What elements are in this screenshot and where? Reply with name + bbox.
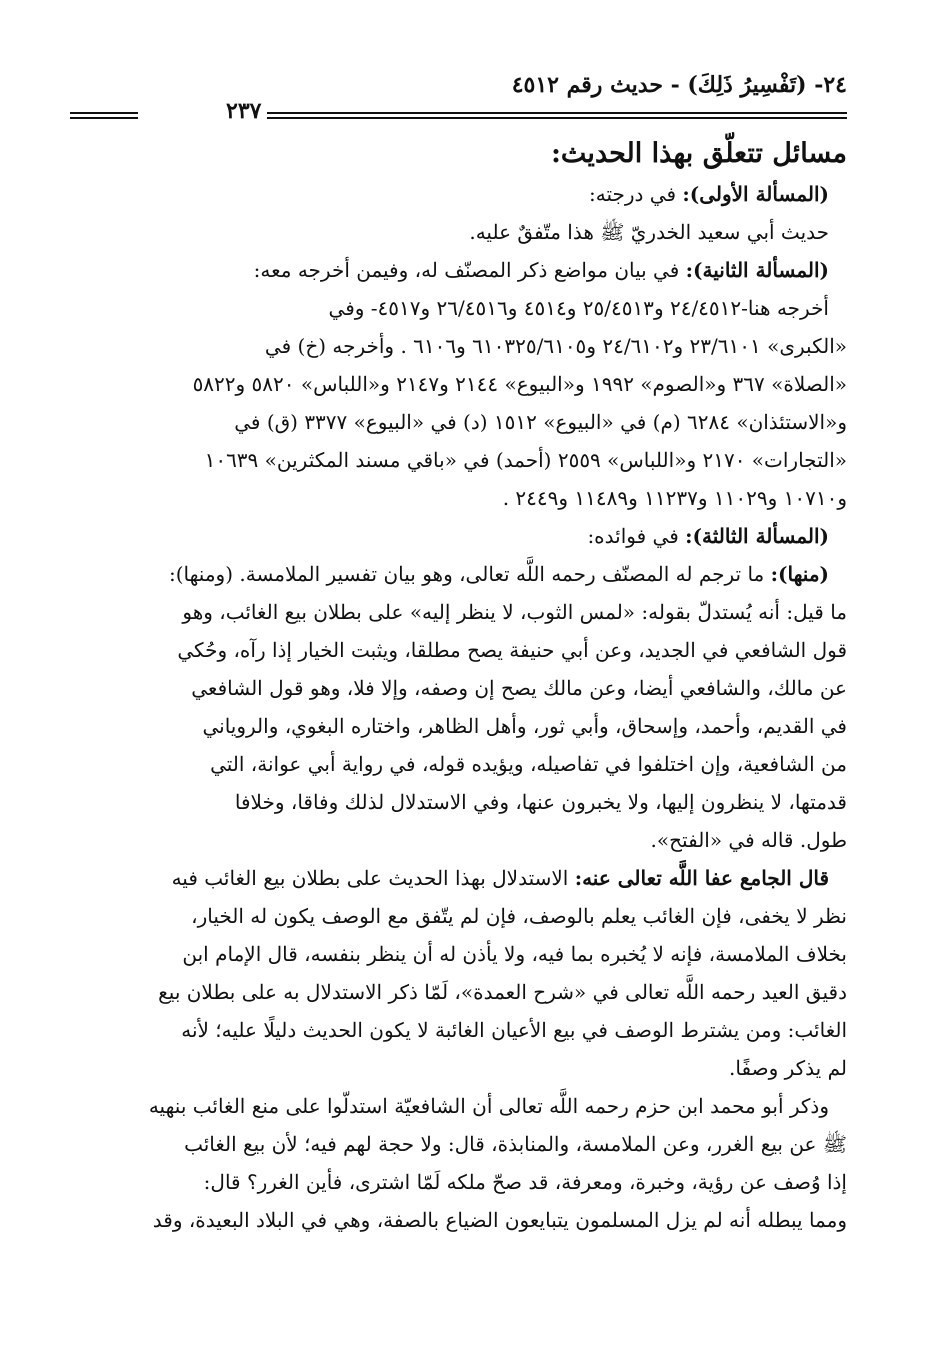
text-line xyxy=(70,935,847,973)
header-title: ٢٤- (تَفْسِيرُ ذَلِكَ) - حديث رقم ٤٥١٢ xyxy=(511,72,847,98)
bold-label: قال الجامع عفا اللَّه تعالى عنه: xyxy=(574,866,829,890)
body-text xyxy=(70,175,847,1239)
text-line xyxy=(70,859,847,897)
text-line xyxy=(70,707,847,745)
header-rule-line-short xyxy=(70,112,138,114)
line-text: عن مالك، والشافعي أيضا، وعن مالك يصح إن وصفه، وإلا فلا، وهو قول الشافعي xyxy=(191,676,847,700)
text-line xyxy=(70,631,847,669)
text-line xyxy=(70,175,847,213)
text-line xyxy=(70,1125,847,1163)
bold-label: (المسألة الأولى): xyxy=(682,182,829,206)
text-line xyxy=(70,973,847,1011)
line-text: أخرجه هنا-٢٤/٤٥١٢ و٢٥/٤٥١٣ و٤٥١٤ و٢٦/٤٥١٦ و٤٥١٧- وفي xyxy=(328,296,829,320)
text-line xyxy=(70,669,847,707)
line-text: «التجارات» ٢١٧٠ و«اللباس» ٢٥٥٩ (أحمد) في «باقي مسند المكثرين» ١٠٦٣٩ xyxy=(204,448,847,472)
text-line xyxy=(70,479,847,517)
line-text: الاستدلال بهذا الحديث على بطلان بيع الغائب فيه xyxy=(171,866,575,890)
text-line xyxy=(70,403,847,441)
text-line xyxy=(70,1049,847,1087)
line-text: دقيق العيد رحمه اللَّه تعالى في «شرح العمدة»، لَمّا ذكر الاستدلال به على بطلان بيع xyxy=(158,980,847,1004)
line-text: في درجته: xyxy=(589,182,683,206)
text-line xyxy=(70,1087,847,1125)
bold-label: (المسألة الثانية): xyxy=(685,258,829,282)
text-line xyxy=(70,1201,847,1239)
text-line xyxy=(70,593,847,631)
line-text: «الصلاة» ٣٦٧ و«الصوم» ١٩٩٢ و«البيوع» ٢١٤٤ و٢١٤٧ و«اللباس» ٥٨٢٠ و٥٨٢٢ xyxy=(192,372,847,396)
text-line xyxy=(70,745,847,783)
line-text: قدمتها، لا ينظرون إليها، ولا يخبرون عنها، وفي الاستدلال لذلك وفاقا، وخلافا xyxy=(234,790,847,814)
section-heading: مسائل تتعلّق بهذا الحديث: xyxy=(550,138,847,169)
line-text: «الكبرى» ٢٣/٦١٠١ و٢٤/٦١٠٢ و٦١٠٣٢٥/٦١٠٥ و٦١٠٦ . وأخرجه (خ) في xyxy=(264,334,847,358)
line-text: لم يذكر وصفًا. xyxy=(729,1056,847,1080)
line-text: من الشافعية، وإن اختلفوا في تفاصيله، ويؤيده قوله، في رواية أبي عوانة، التي xyxy=(210,752,847,776)
text-line xyxy=(70,897,847,935)
text-line xyxy=(70,365,847,403)
line-text: طول. قاله في «الفتح». xyxy=(650,828,847,852)
text-line xyxy=(70,821,847,859)
line-text: قول الشافعي في الجديد، وعن أبي حنيفة يصح مطلقا، ويثبت الخيار إذا رآه، وحُكي xyxy=(177,638,847,662)
line-text: و١٠٧١٠ و١١٠٢٩ و١١٢٣٧ و١١٤٨٩ و٢٤٤٩ . xyxy=(502,486,847,510)
text-line xyxy=(70,289,847,327)
line-text: إذا وُصف عن رؤية، وخبرة، ومعرفة، قد صحّ ملكه لَمّا اشترى، فأين الغرر؟ قال: xyxy=(203,1170,847,1194)
line-text: حديث أبي سعيد الخدريّ ﷺ هذا متّفقٌ عليه. xyxy=(469,220,829,244)
header-rule-line-long xyxy=(237,112,847,114)
text-line xyxy=(70,1163,847,1201)
text-line xyxy=(70,327,847,365)
line-text: الغائب: ومن يشترط الوصف في بيع الأعيان الغائبة لا يكون الحديث دليلًا عليه؛ لأنه xyxy=(181,1018,847,1042)
line-text: وذكر أبو محمد ابن حزم رحمه اللَّه تعالى أن الشافعيّة استدلّوا على منع الغائب بنهيه xyxy=(148,1094,829,1118)
line-text: بخلاف الملامسة، فإنه لا يُخبره بما فيه، ولا يأذن له أن ينظر بنفسه، قال الإمام ابن xyxy=(182,942,847,966)
text-line xyxy=(70,441,847,479)
header-rule xyxy=(70,100,847,130)
line-text: ومما يبطله أنه لم يزل المسلمون يتبايعون الضياع بالصفة، وهي في البلاد البعيدة، وقد xyxy=(152,1208,847,1232)
line-text: و«الاستئذان» ٦٢٨٤ (م) في «البيوع» ١٥١٢ (د) في «البيوع» ٣٣٧٧ (ق) في xyxy=(234,410,847,434)
text-line xyxy=(70,251,847,289)
line-text: ما قيل: أنه يُستدلّ بقوله: «لمس الثوب، لا ينظر إليه» على بطلان بيع الغائب، وهو xyxy=(182,600,847,624)
line-text: في فوائده: xyxy=(587,524,686,548)
bold-label: (منها): xyxy=(770,562,829,586)
text-line xyxy=(70,1011,847,1049)
line-text: ما ترجم له المصنّف رحمه اللَّه تعالى، وهو بيان تفسير الملامسة. (ومنها): xyxy=(168,562,771,586)
header-rule-line-short-2 xyxy=(70,117,138,119)
line-text: في بيان مواضع ذكر المصنّف له، وفيمن أخرجه معه: xyxy=(253,258,686,282)
text-line xyxy=(70,783,847,821)
bold-label: (المسألة الثالثة): xyxy=(685,524,829,548)
line-text: ﷺ عن بيع الغرر، وعن الملامسة، والمنابذة، قال: ولا حجة لهم فيه؛ لأن بيع الغائب xyxy=(184,1132,847,1156)
page-number: ٢٣٧ xyxy=(220,98,267,124)
text-line xyxy=(70,517,847,555)
header-rule-line-long-2 xyxy=(237,117,847,119)
line-text: نظر لا يخفى، فإن الغائب يعلم بالوصف، فإن لم يتّفق مع الوصف يكون له الخيار، xyxy=(191,904,847,928)
text-line xyxy=(70,555,847,593)
running-header xyxy=(70,52,847,98)
text-line xyxy=(70,213,847,251)
line-text: في القديم، وأحمد، وإسحاق، وأبي ثور، وأهل الظاهر، واختاره البغوي، والروياني xyxy=(202,714,847,738)
